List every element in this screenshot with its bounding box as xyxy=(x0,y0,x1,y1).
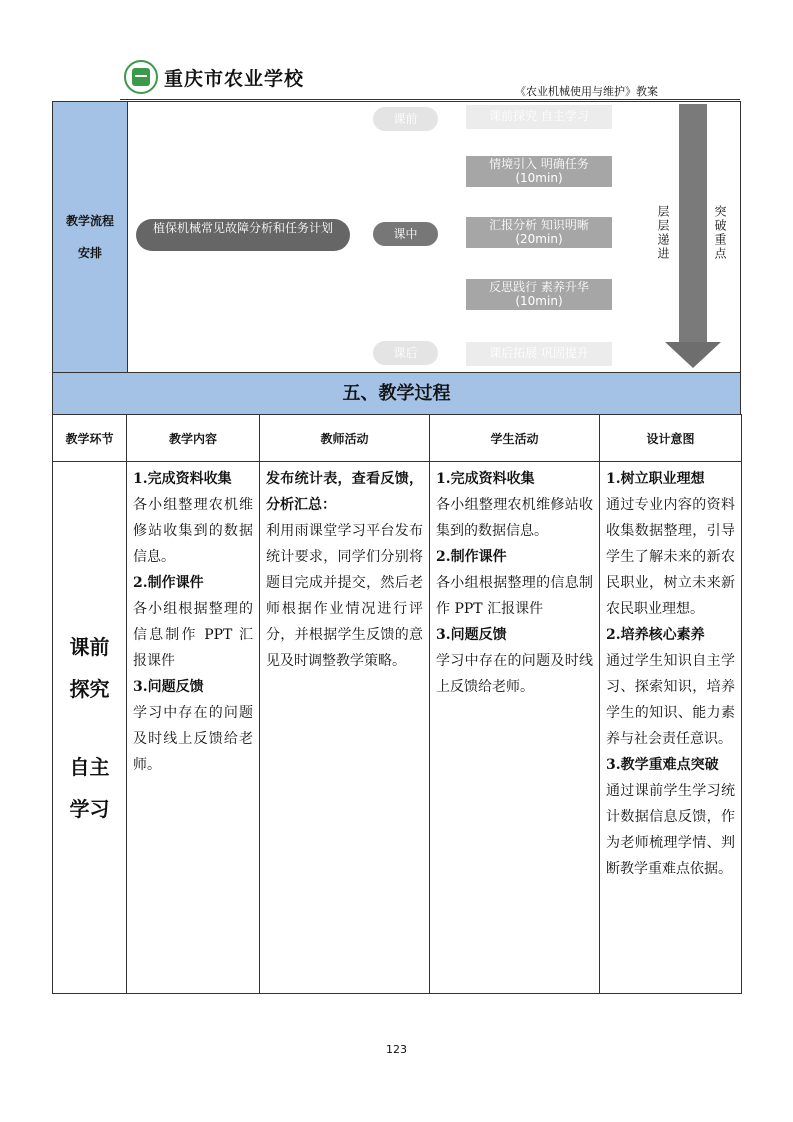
step-3-label: 反思践行 素养升华 xyxy=(489,280,589,294)
content-heading: 1.完成资料收集 xyxy=(133,471,232,487)
stage-after-pill: 课后 xyxy=(373,341,438,365)
step-2-box xyxy=(466,217,612,248)
stage-line: 学习 xyxy=(69,796,110,821)
content-heading: 2.制作课件 xyxy=(133,575,204,591)
student-text: 各小组根据整理的信息制作 PPT 汇报课件 xyxy=(436,575,593,617)
flow-label-line2: 安排 xyxy=(77,246,102,260)
teaching-process-table xyxy=(52,414,742,994)
step-before-box: 课前探究 自主学习 xyxy=(466,105,612,129)
stage-line: 自主 xyxy=(69,754,110,779)
design-cell xyxy=(600,462,742,994)
table-header-row xyxy=(53,415,742,462)
step-1-label: 情境引入 明确任务 xyxy=(489,157,589,171)
design-heading: 2.培养核心素养 xyxy=(606,627,705,643)
teacher-heading: 发布统计表，查看反馈，分析汇总： xyxy=(266,471,423,513)
main-task-pill: 植保机械常见故障分析和任务计划 xyxy=(136,219,350,251)
flow-label-line1: 教学流程 xyxy=(65,214,114,228)
school-logo xyxy=(124,60,158,94)
table-row xyxy=(53,462,742,994)
stage-cell xyxy=(53,462,127,994)
student-heading: 2.制作课件 xyxy=(436,549,507,565)
student-cell xyxy=(430,462,600,994)
col-header-design: 设计意图 xyxy=(600,415,742,462)
col-header-content: 教学内容 xyxy=(127,415,260,462)
col-header-stage: 教学环节 xyxy=(53,415,127,462)
step-after-box: 课后拓展 巩固提升 xyxy=(466,342,612,366)
teacher-text: 利用雨课堂学习平台发布统计要求，同学们分别将题目完成并提交，然后老师根据作业情况进行评分，并根据学生反馈的意见及时调整教学策略。 xyxy=(266,523,423,669)
step-1-time: (10min) xyxy=(515,171,563,185)
page-number: 123 xyxy=(386,1043,407,1056)
design-text: 通过课前学生学习统计数据信息反馈，作为老师梳理学情、判断教学重难点依据。 xyxy=(606,783,735,877)
step-1-box xyxy=(466,156,612,187)
teacher-cell xyxy=(260,462,430,994)
progress-arrow-shaft xyxy=(679,104,707,344)
flow-label xyxy=(53,205,127,269)
course-title: 《农业机械使用与维护》教案 xyxy=(515,85,658,98)
student-text: 学习中存在的问题及时线上反馈给老师。 xyxy=(436,653,593,695)
stage-during-pill: 课中 xyxy=(373,222,438,246)
student-heading: 1.完成资料收集 xyxy=(436,471,535,487)
step-2-label: 汇报分析 知识明晰 xyxy=(489,218,589,232)
design-heading: 1.树立职业理想 xyxy=(606,471,705,487)
school-name: 重庆市农业学校 xyxy=(164,68,305,90)
student-heading: 3.问题反馈 xyxy=(436,627,507,643)
stage-line: 探究 xyxy=(69,676,110,701)
progress-label: 层层递进 xyxy=(656,205,670,261)
section-title: 五、教学过程 xyxy=(52,373,741,415)
stage-before-pill: 课前 xyxy=(373,107,438,131)
design-text: 通过学生知识自主学习、探索知识，培养学生的知识、能力素养与社会责任意识。 xyxy=(606,653,735,747)
design-text: 通过专业内容的资料收集数据整理，引导学生了解未来的新农民职业，树立未来新农民职业理想。 xyxy=(606,497,735,617)
step-2-time: (20min) xyxy=(515,232,563,246)
content-text: 学习中存在的问题及时线上反馈给老师。 xyxy=(133,705,253,773)
content-cell xyxy=(127,462,260,994)
header-divider xyxy=(120,99,740,100)
student-text: 各小组整理农机维修站收集到的数据信息。 xyxy=(436,497,593,539)
col-header-student: 学生活动 xyxy=(430,415,600,462)
progress-arrow-head xyxy=(665,342,721,368)
stage-line: 课前 xyxy=(69,634,110,659)
content-text: 各小组根据整理的信息制作 PPT 汇报课件 xyxy=(133,601,253,669)
breakthrough-label: 突破重点 xyxy=(713,205,727,261)
col-header-teacher: 教师活动 xyxy=(260,415,430,462)
design-heading: 3.教学重难点突破 xyxy=(606,757,719,773)
step-3-time: (10min) xyxy=(515,294,563,308)
step-3-box xyxy=(466,279,612,310)
content-heading: 3.问题反馈 xyxy=(133,679,204,695)
content-text: 各小组整理农机维修站收集到的数据信息。 xyxy=(133,497,253,565)
